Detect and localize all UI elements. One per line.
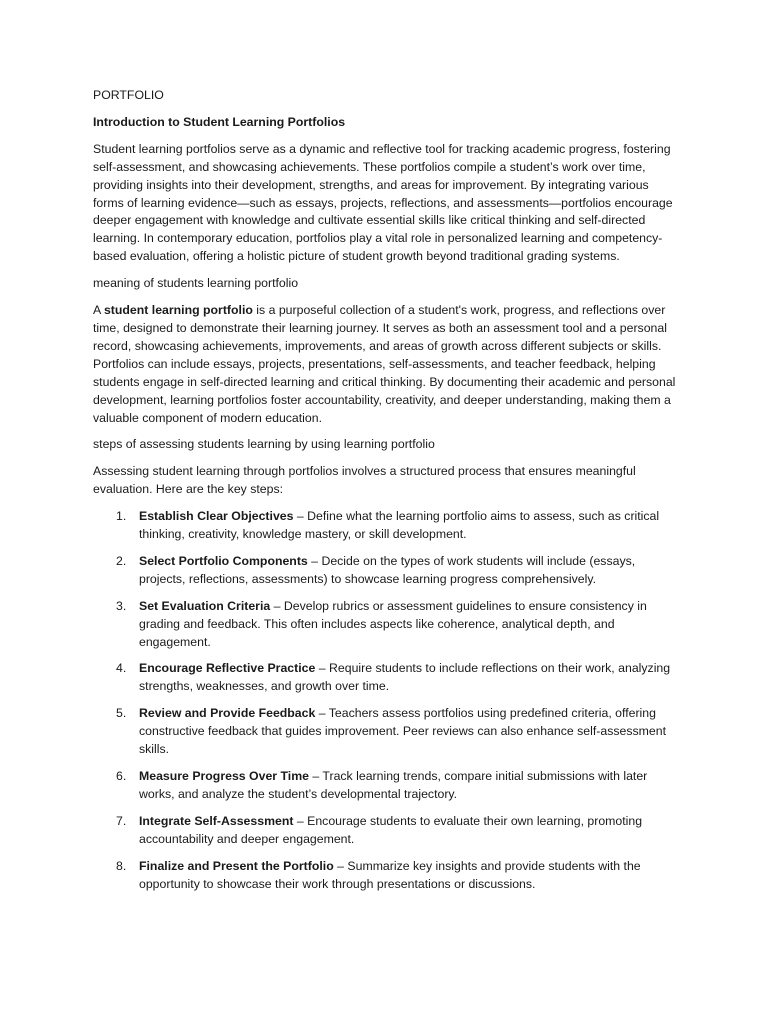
step-number: 2. <box>116 553 127 568</box>
step-number: 1. <box>116 509 127 524</box>
meaning-lead: A <box>93 303 104 318</box>
step-text: – Decide on the types of work students will include (essays, projects, reflections, assessments) to showcase learning progress comprehensively. <box>139 553 636 586</box>
step-text: – Develop rubrics or assessment guidelines to ensure consistency in grading and feedback. This often includes aspects like coherence, analytical depth, and engagement. <box>139 598 647 649</box>
step-number: 8. <box>116 858 127 873</box>
meaning-bold-term: student learning portfolio <box>103 303 253 318</box>
list-item <box>93 858 678 894</box>
meaning-heading: meaning of students learning portfolio <box>93 276 299 291</box>
intro-title: Introduction to Student Learning Portfolios <box>93 114 346 129</box>
list-item <box>93 813 678 849</box>
step-number: 4. <box>116 661 127 676</box>
step-title: Finalize and Present the Portfolio <box>139 858 334 873</box>
step-number: 7. <box>116 813 127 828</box>
step-number: 3. <box>116 598 127 613</box>
step-title: Set Evaluation Criteria <box>139 598 271 613</box>
step-number: 6. <box>116 769 127 783</box>
list-item <box>93 598 678 652</box>
step-text: – Define what the learning portfolio aims to assess, such as critical thinking, creativity, knowledge mastery, or skill development. <box>139 509 660 542</box>
steps-intro: Assessing student learning through portfolios involves a structured process that ensures meaningful evaluation. Here are the key steps: <box>93 464 636 497</box>
step-text: – Encourage students to evaluate their own learning, promoting accountability and deeper engagement. <box>139 813 643 846</box>
step-title: Encourage Reflective Practice <box>139 661 316 676</box>
step-text: – Require students to include reflections on their work, analyzing strengths, weaknesses, and growth over time. <box>139 661 671 694</box>
step-text: – Track learning trends, compare initial submissions with later works, and analyze the student’s developmental trajectory. <box>139 769 648 801</box>
list-item <box>93 553 678 589</box>
step-text: – Summarize key insights and provide students with the opportunity to showcase their work through presentations or discussions. <box>139 858 641 891</box>
step-title: Select Portfolio Components <box>139 553 308 568</box>
step-title: Measure Progress Over Time <box>139 769 309 783</box>
document-body <box>93 87 678 902</box>
steps-heading: steps of assessing students learning by using learning portfolio <box>93 437 435 452</box>
intro-paragraph: Student learning portfolios serve as a dynamic and reflective tool for tracking academic progress, fostering self-assessment, and showcasing achievements. These portfolios compile a student’s work over time, providing insights into their development, strengths, and areas for improvement. By integrating various forms of learning evidence—such as essays, projects, reflections, and assessments—portfolios encourage deeper engagement with knowledge and cultivate essential skills like critical thinking and self-directed learning. In contemporary education, portfolios play a vital role in personalized learning and competency-based evaluation, offering a holistic picture of student growth beyond traditional grading systems. <box>93 141 673 264</box>
list-item <box>93 660 678 696</box>
step-text: – Teachers assess portfolios using predefined criteria, offering constructive feedback that guides improvement. Peer reviews can also enhance self-assessment skills. <box>139 706 666 757</box>
step-title: Integrate Self-Assessment <box>139 813 294 828</box>
step-title: Establish Clear Objectives <box>139 509 294 524</box>
document-heading: PORTFOLIO <box>93 88 164 102</box>
list-item <box>93 508 678 544</box>
list-item <box>93 768 678 804</box>
steps-list <box>93 508 678 893</box>
step-number: 5. <box>116 706 127 721</box>
list-item <box>93 705 678 759</box>
meaning-paragraph <box>93 302 678 427</box>
step-title: Review and Provide Feedback <box>139 706 316 721</box>
meaning-rest: is a purposeful collection of a student's work, progress, and reflections over time, designed to demonstrate their learning journey. It serves as both an assessment tool and a personal record, showcasing achievements, improvements, and areas of growth across different subjects or skills. Portfolios can include essays, projects, presentations, self-assessments, and teacher feedback, helping students engage in self-directed learning and critical thinking. By documenting their academic and personal development, learning portfolios foster accountability, creativity, and deeper understanding, making them a valuable component of modern education. <box>93 303 676 425</box>
